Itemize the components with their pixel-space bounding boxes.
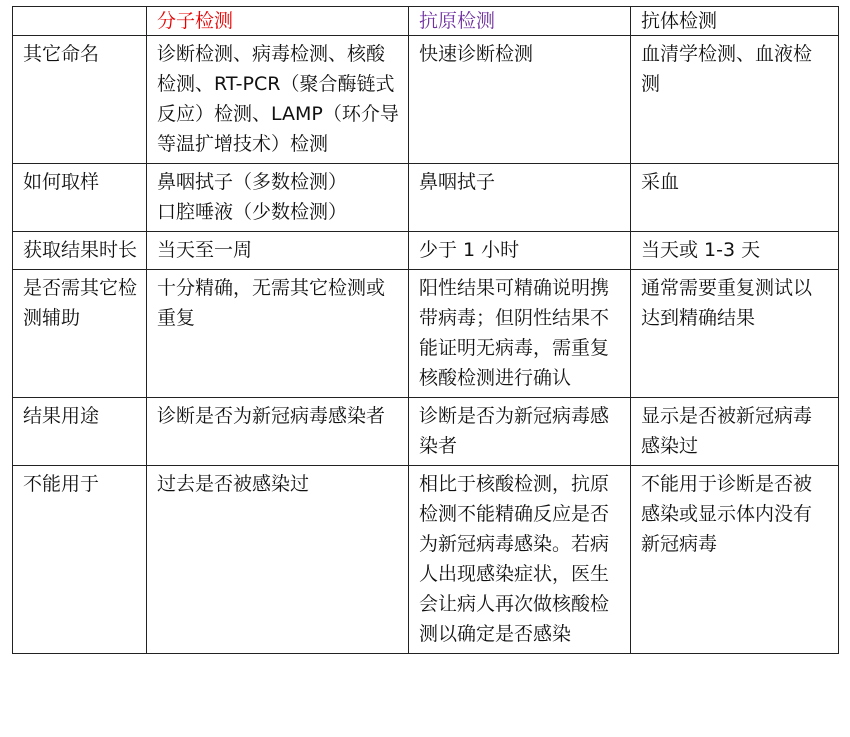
table-row-result-time — [13, 232, 839, 270]
cell-text: 相比于核酸检测，抗原检测不能精确反应是否为新冠病毒感染。若病人出现感染症状，医生会让病人再次做核酸检测以确定是否感染 — [419, 473, 610, 645]
row-label-result-time: 获取结果时长 — [13, 232, 147, 270]
cell-auxiliary-testing-molecular — [147, 270, 409, 398]
table-row-result-use — [13, 398, 839, 466]
cell-result-time-antibody — [631, 232, 839, 270]
table-row-other-names — [13, 36, 839, 164]
cell-result-use-antibody — [631, 398, 839, 466]
cell-text: 过去是否被感染过 — [157, 473, 310, 495]
cell-result-use-molecular — [147, 398, 409, 466]
cell-other-names-antigen — [409, 36, 631, 164]
table-row-auxiliary-testing — [13, 270, 839, 398]
cell-text: 显示是否被新冠病毒感染过 — [641, 405, 813, 457]
cell-text: 当天或 1-3 天 — [641, 239, 761, 261]
row-label-other-names: 其它命名 — [13, 36, 147, 164]
cell-cannot-be-used-for-molecular — [147, 466, 409, 654]
cell-text: 少于 1 小时 — [419, 239, 520, 261]
table-row-sampling — [13, 164, 839, 232]
cell-other-names-antibody — [631, 36, 839, 164]
table-header-row — [13, 7, 839, 36]
cell-text: 鼻咽拭子 — [419, 171, 496, 193]
table-body — [13, 36, 839, 654]
cell-text: 不能用于诊断是否被感染或显示体内没有新冠病毒 — [641, 473, 813, 555]
cell-text: 通常需要重复测试以达到精确结果 — [641, 277, 813, 329]
cell-auxiliary-testing-antibody — [631, 270, 839, 398]
cell-sampling-antibody — [631, 164, 839, 232]
cell-sampling-antigen — [409, 164, 631, 232]
header-antibody-test: 抗体检测 — [631, 7, 839, 36]
corner-cell — [13, 7, 147, 36]
cell-text: 诊断是否为新冠病毒感染者 — [157, 405, 386, 427]
cell-other-names-molecular — [147, 36, 409, 164]
header-antigen-test: 抗原检测 — [409, 7, 631, 36]
cell-text: 当天至一周 — [157, 239, 253, 261]
cell-text: 血清学检测、血液检测 — [641, 43, 813, 95]
table-row-cannot-be-used-for — [13, 466, 839, 654]
row-label-sampling: 如何取样 — [13, 164, 147, 232]
cell-result-use-antigen — [409, 398, 631, 466]
cell-auxiliary-testing-antigen — [409, 270, 631, 398]
cell-text: 诊断是否为新冠病毒感染者 — [419, 405, 610, 457]
cell-result-time-antigen — [409, 232, 631, 270]
cell-text: 采血 — [641, 171, 680, 193]
row-label-cannot-be-used-for: 不能用于 — [13, 466, 147, 654]
cell-text: 诊断检测、病毒检测、核酸检测、RT-PCR（聚合酶链式反应）检测、LAMP（环介导等温扩增技术）检测 — [157, 43, 399, 155]
cell-cannot-be-used-for-antibody — [631, 466, 839, 654]
cell-text: 快速诊断检测 — [419, 43, 534, 65]
cell-cannot-be-used-for-antigen — [409, 466, 631, 654]
cell-text: 口腔唾液（少数检测） — [157, 201, 348, 223]
row-label-auxiliary-testing: 是否需其它检测辅助 — [13, 270, 147, 398]
header-molecular-test: 分子检测 — [147, 7, 409, 36]
cell-text: 十分精确，无需其它检测或重复 — [157, 277, 386, 329]
row-label-result-use: 结果用途 — [13, 398, 147, 466]
cell-result-time-molecular — [147, 232, 409, 270]
cell-text: 阳性结果可精确说明携带病毒；但阴性结果不能证明无病毒，需重复核酸检测进行确认 — [419, 277, 610, 389]
comparison-table — [12, 6, 839, 654]
cell-text: 鼻咽拭子（多数检测） — [157, 171, 348, 193]
cell-sampling-molecular — [147, 164, 409, 232]
